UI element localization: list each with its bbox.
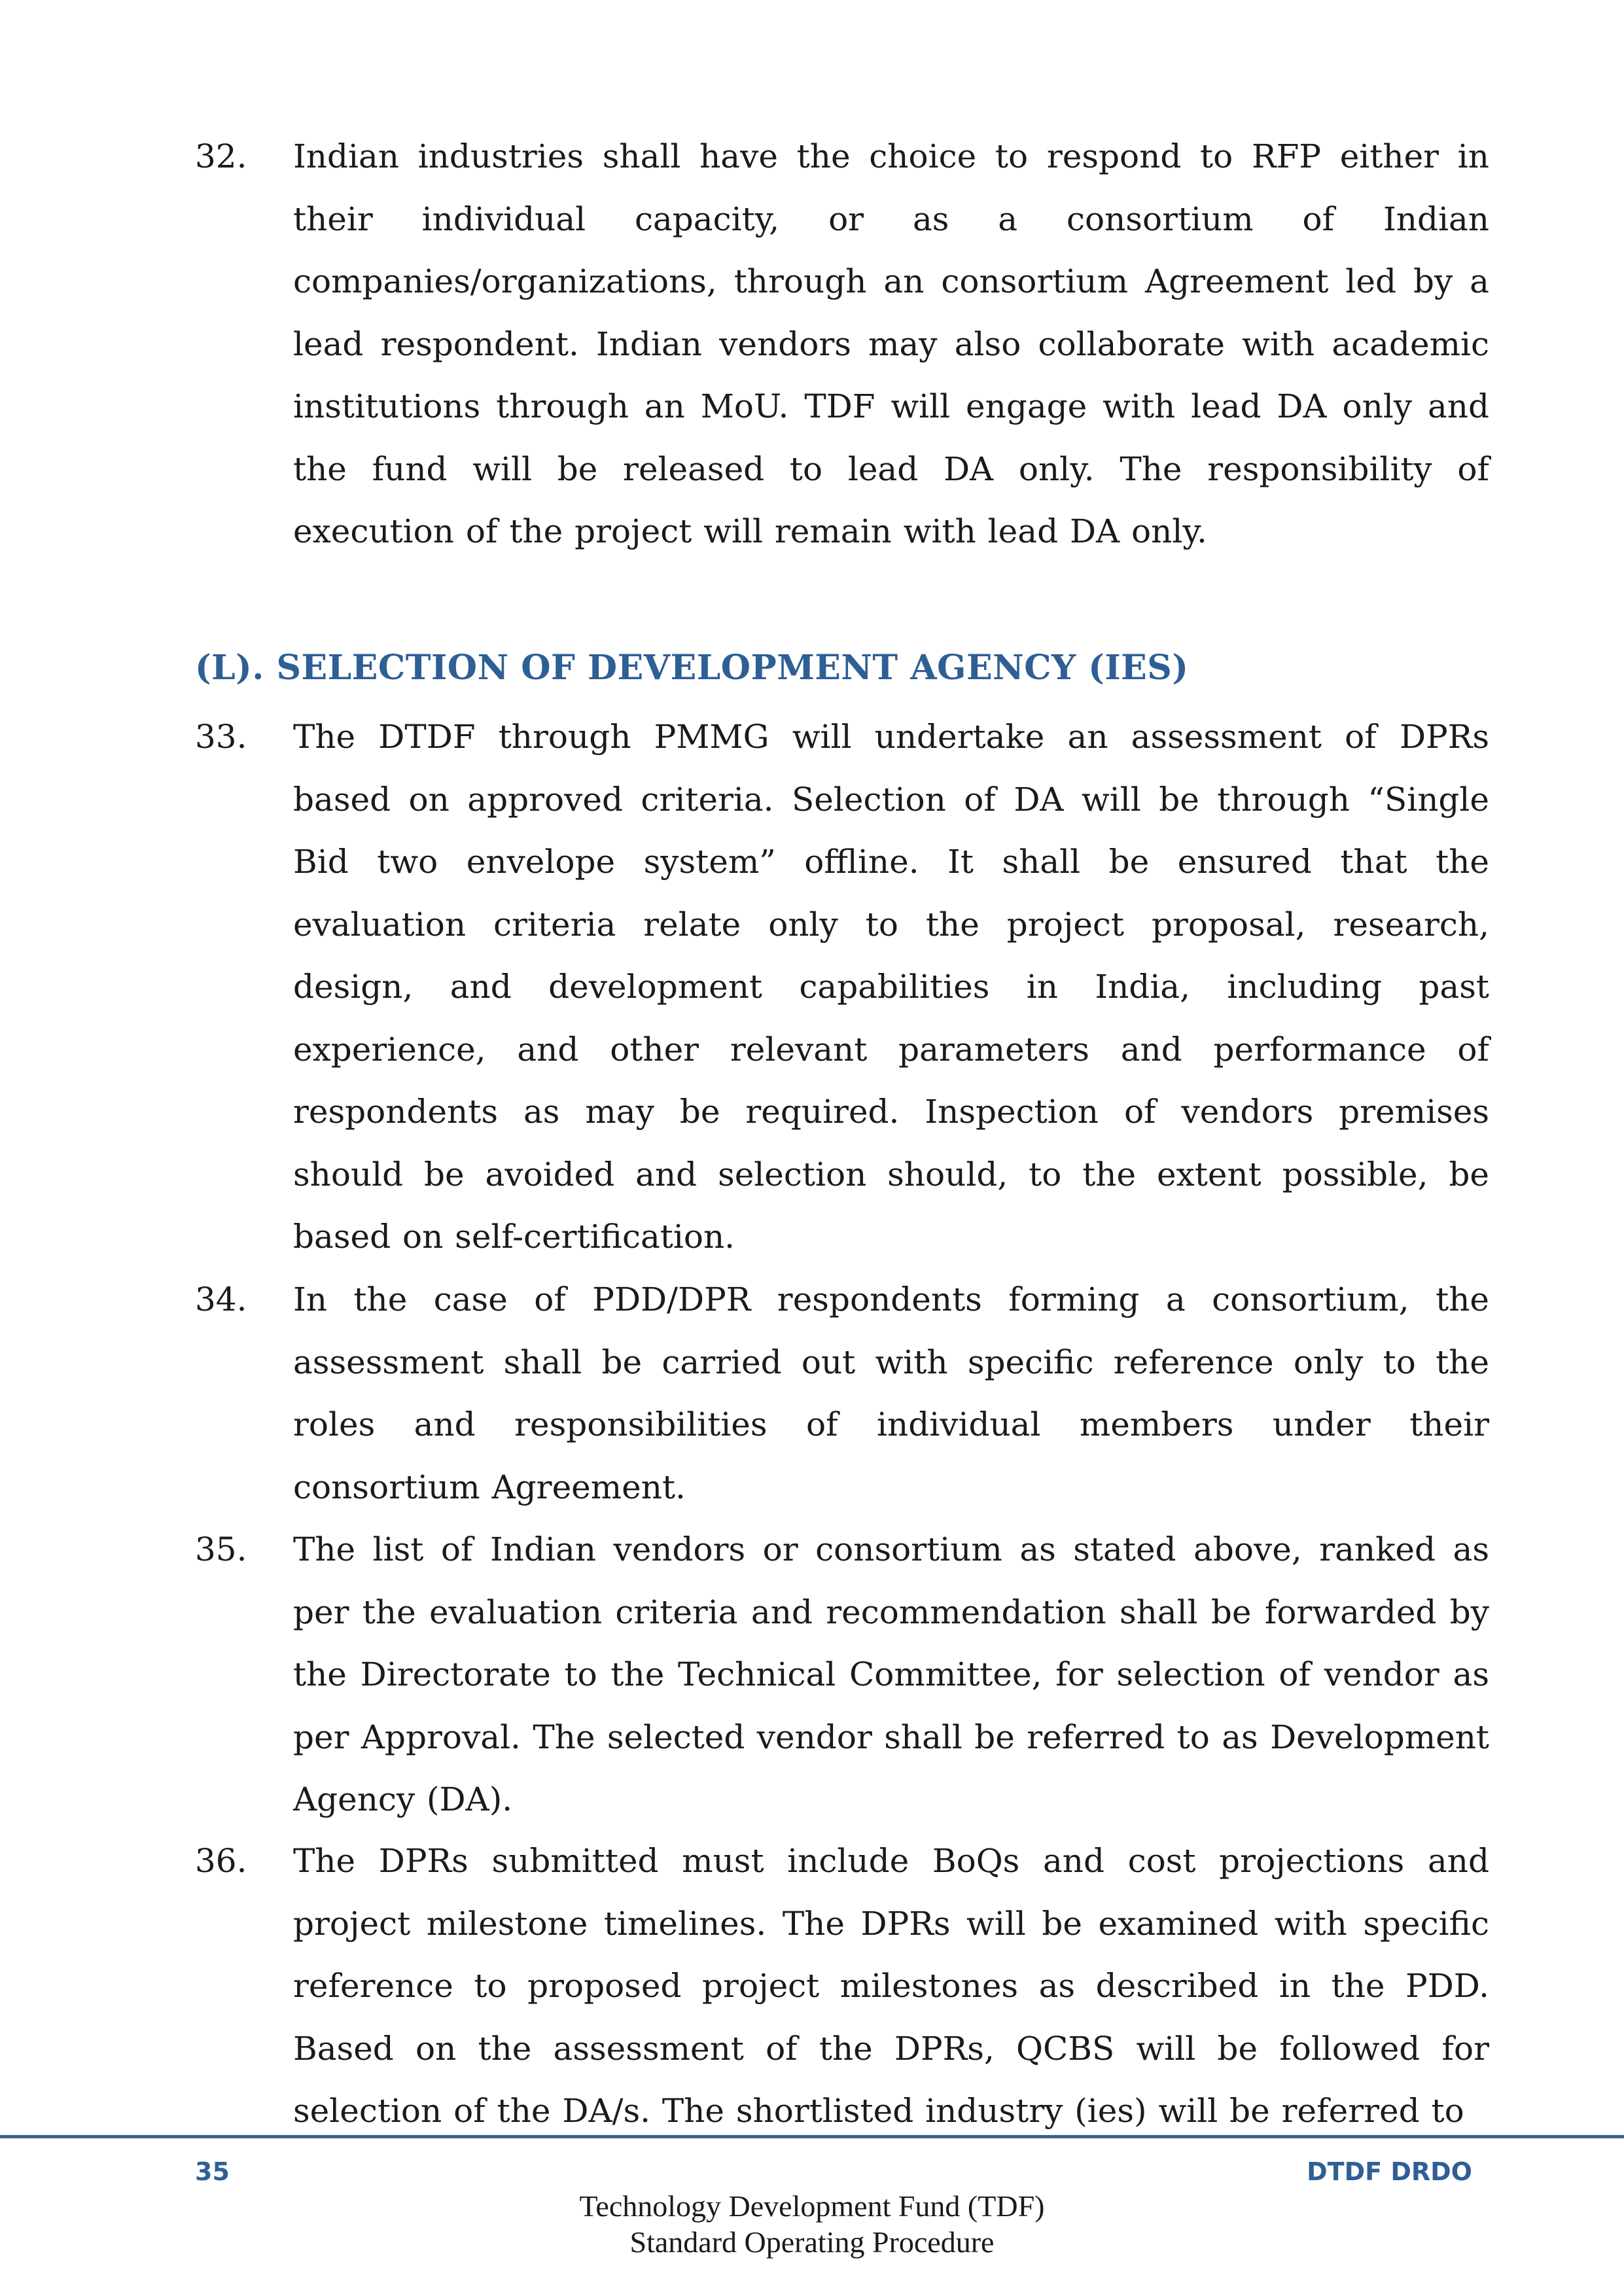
page-number: 35 <box>195 2157 230 2186</box>
paragraph-text: In the case of PDD/DPR respondents forming a consortium, the assessment shall be carried out with specific reference only to the roles and responsibilities of individual members under their consortium Agreement. <box>293 1280 1489 1506</box>
paragraph-35 <box>195 1519 1489 1831</box>
footer-title-line-1: Technology Development Fund (TDF) <box>579 2189 1045 2223</box>
footer-organization: DTDF DRDO <box>1307 2157 1472 2186</box>
paragraph-number: 36. <box>195 1842 247 1880</box>
paragraph-text: The DPRs submitted must include BoQs and cost projections and project milestone timelines. The DPRs will be examined with specific reference to proposed project milestones as described in the PDD. Based on the assessment of the DPRs, QCBS will be followed for selection of the DA/s. The shortlisted industry (ies) will be referred to <box>293 1842 1489 2130</box>
paragraph-number: 32. <box>195 137 247 175</box>
paragraph-text: The list of Indian vendors or consortium as stated above, ranked as per the evaluation criteria and recommendation shall be forwarded by the Directorate to the Technical Committee, for selection of vendor as per Approval. The selected vendor shall be referred to as Development Agency (DA). <box>293 1530 1489 1818</box>
paragraph-36 <box>195 1830 1489 2143</box>
footer-divider <box>0 2135 1624 2138</box>
section-heading: (L). SELECTION OF DEVELOPMENT AGENCY (IES) <box>195 648 1189 688</box>
paragraph-32 <box>195 126 1489 563</box>
footer-title-line-2: Standard Operating Procedure <box>629 2225 995 2259</box>
paragraph-number: 35. <box>195 1530 247 1568</box>
paragraph-number: 33. <box>195 718 247 756</box>
paragraph-text: Indian industries shall have the choice to respond to RFP either in their individual capacity, or as a consortium of Indian companies/organizations, through an consortium Agreement led by a lead respondent. Indian vendors may also collaborate with academic institutions through an MoU. TDF will engage with lead DA only and the fund will be released to lead DA only. The responsibility of execution of the project will remain with lead DA only. <box>293 137 1489 550</box>
paragraph-text: The DTDF through PMMG will undertake an assessment of DPRs based on approved criteria. Selection of DA will be through “Single Bid two envelope system” offline. It shall be ensured that the evaluation criteria relate only to the project proposal, research, design, and development capabilities in India, including past experience, and other relevant parameters and performance of respondents as may be required. Inspection of vendors premises should be avoided and selection should, to the extent possible, be based on self-certification. <box>293 718 1489 1256</box>
paragraph-34 <box>195 1269 1489 1519</box>
paragraph-number: 34. <box>195 1280 247 1318</box>
paragraph-33 <box>195 706 1489 1269</box>
